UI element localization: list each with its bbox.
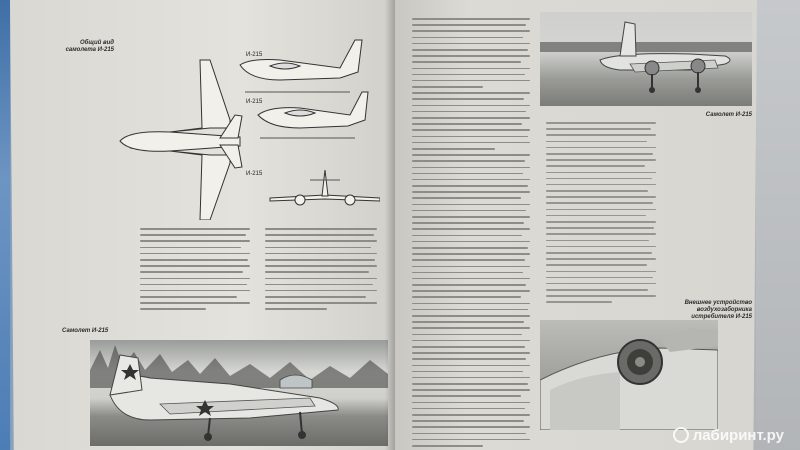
front-view bbox=[270, 170, 380, 205]
side-view-2 bbox=[258, 92, 368, 138]
aircraft-photo-top bbox=[540, 12, 752, 106]
watermark bbox=[673, 427, 784, 444]
air-intake-photo bbox=[540, 320, 718, 430]
watermark-text: лабиринт.ру bbox=[692, 427, 784, 444]
top-view bbox=[120, 60, 242, 220]
left-text-column-1 bbox=[140, 228, 250, 315]
tablecloth-edge bbox=[0, 0, 10, 450]
background-right bbox=[756, 0, 800, 450]
engine-caption: Внешнее устройство воздухозаборника истребителя И-215 bbox=[684, 300, 752, 320]
aircraft-photo-bottom bbox=[90, 340, 388, 446]
aircraft bbox=[110, 355, 338, 441]
side-view-1 bbox=[240, 40, 362, 92]
labirint-logo-icon bbox=[673, 427, 689, 443]
right-text-column-2 bbox=[546, 122, 656, 308]
aircraft-drawing bbox=[110, 20, 380, 220]
drawing-label-2: И-215 bbox=[246, 99, 263, 105]
treeline bbox=[540, 42, 752, 52]
right-text-column-1 bbox=[412, 18, 530, 450]
left-text-column-2 bbox=[265, 228, 377, 315]
left-photo-caption: Самолет И-215 bbox=[62, 328, 109, 334]
right-photo-caption: Самолет И-215 bbox=[705, 112, 752, 118]
aircraft bbox=[600, 22, 730, 93]
drawing-label-3: И-215 bbox=[246, 171, 263, 177]
drawing-caption: Общий вид самолета И-215 bbox=[65, 40, 114, 53]
drawing-label-1: И-215 bbox=[246, 52, 263, 58]
